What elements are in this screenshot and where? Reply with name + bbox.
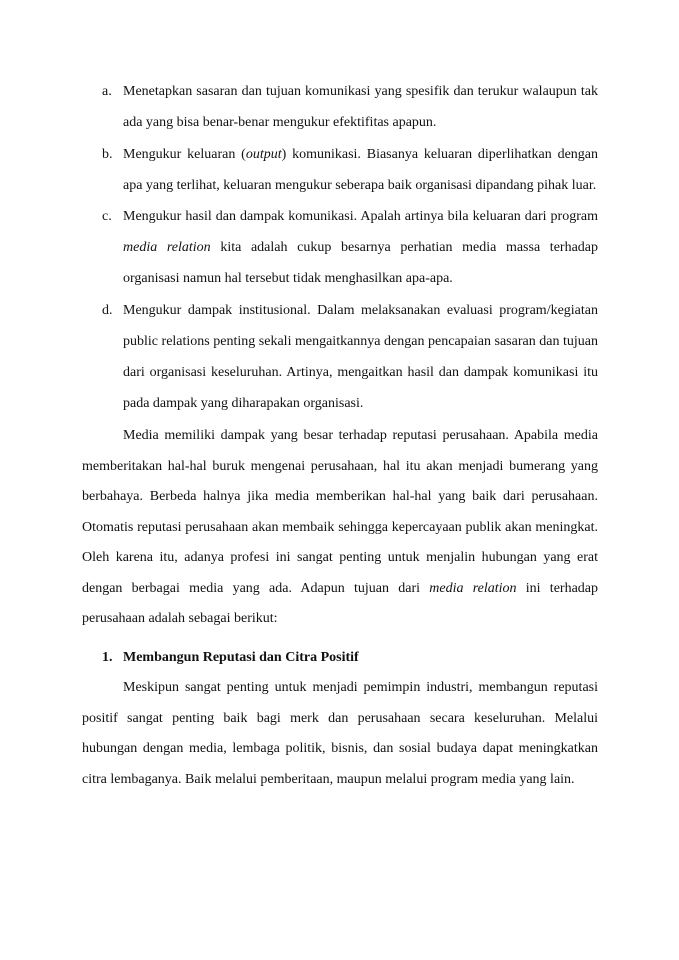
list-item-text (123, 295, 598, 419)
italic-term: media relation (429, 580, 517, 596)
text-segment: ini terhadap perusahaan adalah sebagai berikut: (82, 580, 598, 626)
text-segment: Meskipun sangat penting untuk menjadi pemimpin industri, membangun reputasi positif sangat penting baik bagi merk dan perusahaan secara keseluruhan. Melalui hubungan dengan media, lembaga politik, bisnis, dan sosial budaya dapat meningkatkan citra lembaganya. Baik melalui pemberitaan, maupun melalui program media yang lain. (82, 680, 598, 787)
text-segment: Mengukur hasil dan dampak komunikasi. Apalah artinya bila keluaran dari program (123, 209, 598, 224)
text-segment: Menetapkan sasaran dan tujuan komunikasi yang spesifik dan terukur walaupun tak ada yang bisa benar-benar mengukur efektifitas apapun. (123, 84, 598, 130)
text-segment: Mengukur keluaran ( (123, 147, 246, 162)
italic-term: media relation (123, 240, 211, 255)
list-marker: a. (102, 84, 112, 99)
text-segment: kita adalah cukup besarnya perhatian media massa terhadap organisasi namun hal tersebut tidak menghasilkan apa-apa. (123, 240, 598, 286)
text-segment: ) komunikasi. Biasanya keluaran diperlihatkan dengan apa yang terlihat, keluaran mengukur seberapa baik organisasi dipandang pihak luar. (123, 147, 598, 193)
list-item-text (123, 139, 598, 201)
section-heading (102, 642, 359, 673)
heading-number: 1. (102, 650, 113, 665)
body-paragraph (82, 673, 598, 795)
text-segment: Mengukur dampak institusional. Dalam melaksanakan evaluasi program/kegiatan public relations penting sekali mengaitkannya dengan pencapaian sasaran dan tujuan dari organisasi keseluruhan. Artinya, mengaitkan hasil dan dampak komunikasi itu pada dampak yang diharapakan organisasi. (123, 303, 598, 411)
list-item-text (123, 201, 598, 294)
body-paragraph (82, 421, 598, 635)
list-marker: c. (102, 209, 112, 224)
italic-term: output (245, 147, 282, 162)
list-item-text (123, 76, 598, 138)
heading-text: Membangun Reputasi dan Citra Positif (123, 650, 359, 665)
list-marker: d. (102, 303, 113, 318)
text-segment: Media memiliki dampak yang besar terhadap reputasi perusahaan. Apabila media memberitakan hal-hal buruk mengenai perusahaan, hal itu akan menjadi bumerang yang berbahaya. Berbeda halnya jika media memberikan hal-hal yang baik dari perusahaan. Otomatis reputasi perusahaan akan membaik sehingga kepercayaan publik akan meningkat. Oleh karena itu, adanya profesi ini sangat penting untuk menjalin hubungan yang erat dengan berbagai media yang ada. Adapun tujuan dari (82, 428, 598, 596)
list-marker: b. (102, 147, 113, 162)
